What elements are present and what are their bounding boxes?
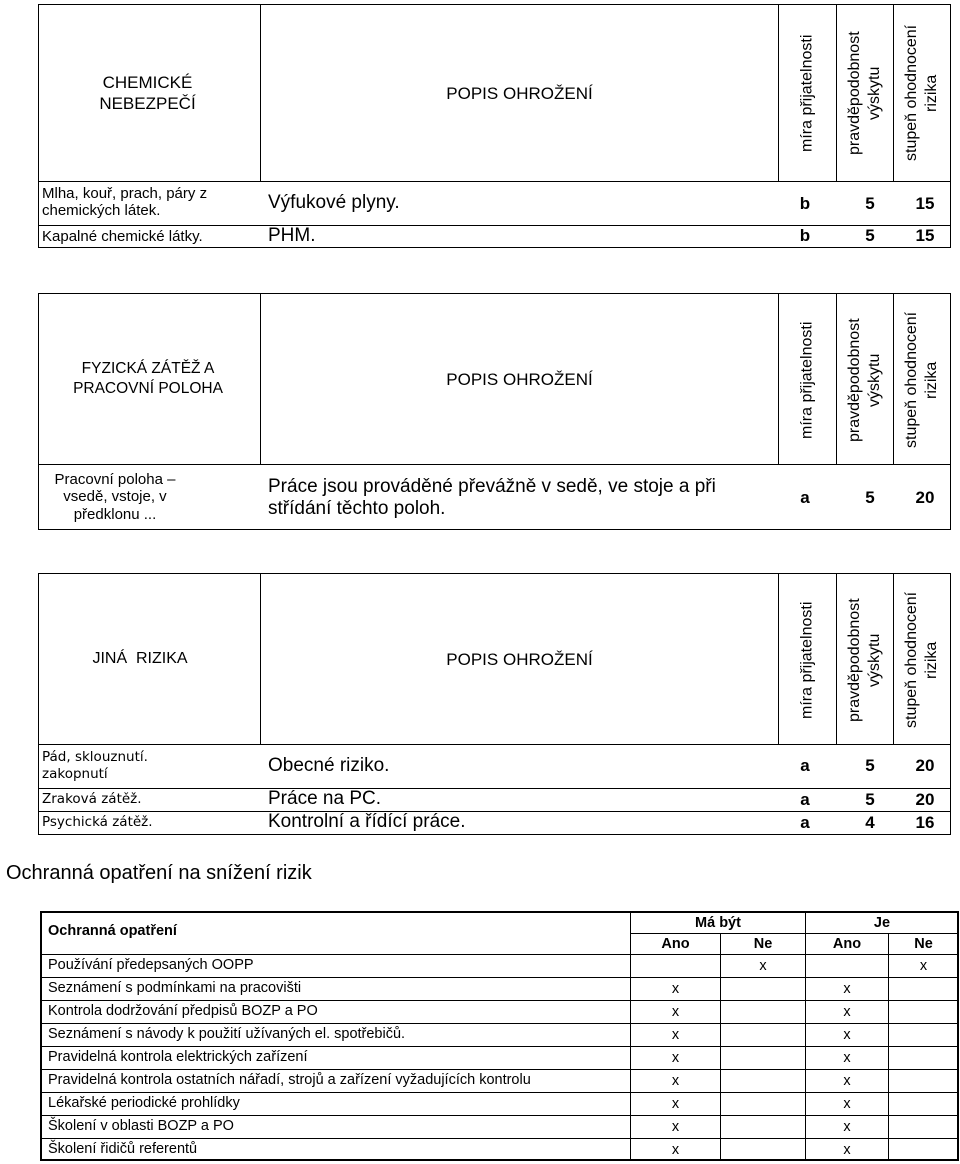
ma-ne-header: Ne bbox=[753, 936, 773, 952]
fyzicka-title: FYZICKÁ ZÁTĚŽ A PRACOVNÍ POLOHA bbox=[73, 360, 223, 397]
ochranna-heading: Ochranná opatření na snížení rizik bbox=[6, 862, 312, 884]
ochranna-cell-je-ano: x bbox=[843, 1027, 851, 1043]
ochranna-cell-je-ano: x bbox=[843, 1050, 851, 1066]
ochranna-cell-ma-ano: x bbox=[671, 1073, 680, 1089]
ochranna-cell-je-ne bbox=[889, 1024, 958, 1046]
ochranna-cell-ma-ano: x bbox=[671, 981, 680, 997]
ma-byt-header: Má být bbox=[695, 914, 741, 931]
row-stupen: 15 bbox=[915, 226, 935, 245]
ochranna-cell-ma-ne bbox=[721, 1070, 805, 1092]
row-mira: b bbox=[799, 194, 811, 213]
ochranna-cell-je-ne bbox=[889, 978, 958, 1000]
row-pravd: 5 bbox=[865, 488, 875, 507]
row-stupen: 20 bbox=[915, 790, 935, 809]
ochranna-cell-je-ano: x bbox=[843, 1004, 851, 1020]
ochranna-col-header: Ochranná opatření bbox=[48, 923, 177, 939]
ochranna-cell-je-ne bbox=[889, 1070, 958, 1092]
ochranna-cell-ma-ano: x bbox=[671, 1142, 680, 1158]
ochranna-cell-je-ano: x bbox=[843, 981, 851, 997]
ochranna-cell-je-ne bbox=[889, 1001, 958, 1023]
row-mira: a bbox=[800, 756, 810, 775]
ochranna-row-label: Kontrola dodržování předpisů BOZP a PO bbox=[48, 1003, 318, 1019]
row-label: Kapalné chemické látky. bbox=[42, 228, 203, 245]
ochranna-cell-je-ne bbox=[889, 1139, 958, 1161]
ma-ano-header: Ano bbox=[661, 936, 690, 952]
row-desc: Obecné riziko. bbox=[268, 755, 390, 776]
ochranna-cell-ma-ne: x bbox=[759, 958, 767, 974]
ochranna-cell-ma-ano: x bbox=[671, 1004, 680, 1020]
row-label: Psychická zátěž. bbox=[42, 814, 153, 830]
row-stupen: 16 bbox=[915, 813, 935, 832]
row-mira: a bbox=[800, 488, 810, 507]
jina-popis-header: POPIS OHROŽENÍ bbox=[446, 649, 593, 669]
row-label: Mlha, kouř, prach, páry z chemických látek. bbox=[42, 185, 208, 219]
row-stupen: 15 bbox=[915, 194, 935, 213]
row-desc: Práce jsou prováděné převážně v sedě, ve stoje a při střídání těchto poloh. bbox=[268, 476, 716, 519]
row-desc: PHM. bbox=[268, 225, 316, 246]
row-desc: Kontrolní a řídící práce. bbox=[268, 811, 466, 832]
ochranna-cell-ma-ne bbox=[721, 978, 805, 1000]
ochranna-cell-je-ne bbox=[889, 1093, 958, 1115]
row-label: Zraková zátěž. bbox=[42, 791, 142, 807]
row-pravd: 4 bbox=[865, 813, 875, 832]
je-ne-header: Ne bbox=[914, 936, 933, 952]
ochranna-cell-je-ne: x bbox=[919, 958, 928, 974]
ochranna-cell-ma-ano: x bbox=[671, 1119, 680, 1135]
ochranna-cell-ma-ano: x bbox=[671, 1050, 680, 1066]
ochranna-cell-je-ano: x bbox=[843, 1142, 851, 1158]
row-pravd: 5 bbox=[865, 194, 875, 213]
ochranna-cell-ma-ne bbox=[721, 1047, 805, 1069]
ochranna-cell-ma-ne bbox=[721, 1139, 805, 1161]
je-header: Je bbox=[873, 914, 891, 931]
ochranna-row-label: Pravidelná kontrola ostatních nářadí, strojů a zařízení vyžadujících kontrolu bbox=[48, 1072, 531, 1088]
fyzicka-mira-header: míra přijatelnosti bbox=[798, 321, 816, 439]
row-mira: a bbox=[800, 813, 810, 832]
ochranna-cell-ma-ne bbox=[721, 1116, 805, 1138]
row-pravd: 5 bbox=[865, 756, 875, 775]
row-stupen: 20 bbox=[915, 756, 935, 775]
chemicke-mira-header: míra přijatelnosti bbox=[798, 34, 816, 152]
ochranna-row-label: Pravidelná kontrola elektrických zařízení bbox=[48, 1049, 308, 1065]
ochranna-cell-je-ne bbox=[889, 1047, 958, 1069]
ochranna-row-label: Seznámení s návody k použití užívaných el. spotřebičů. bbox=[48, 1026, 406, 1042]
row-label: Pád, sklouznutí. zakopnutí bbox=[42, 749, 148, 782]
chemicke-pravd-header: pravděpodobnost výskytu bbox=[846, 31, 883, 155]
ochranna-row-label: Školení řidičů referentů bbox=[48, 1141, 198, 1157]
row-desc: Výfukové plyny. bbox=[268, 192, 400, 213]
ochranna-row-label: Lékařské periodické prohlídky bbox=[48, 1095, 240, 1111]
chemicke-stupen-header: stupeň ohodnocení rizika bbox=[903, 24, 940, 162]
row-pravd: 5 bbox=[865, 226, 875, 245]
row-stupen: 20 bbox=[915, 488, 935, 507]
fyzicka-popis-header: POPIS OHROŽENÍ bbox=[446, 369, 593, 389]
jina-title: JINÁ RIZIKA bbox=[92, 650, 188, 667]
fyzicka-stupen-header: stupeň ohodnocení rizika bbox=[903, 311, 940, 449]
ochranna-cell-je-ano: x bbox=[843, 1073, 851, 1089]
row-desc: Práce na PC. bbox=[268, 788, 381, 809]
ochranna-cell-je-ne bbox=[889, 1116, 958, 1138]
row-pravd: 5 bbox=[865, 790, 875, 809]
row-mira: b bbox=[799, 226, 811, 245]
jina-mira-header: míra přijatelnosti bbox=[798, 601, 816, 719]
ochranna-cell-je-ano: x bbox=[843, 1096, 851, 1112]
ochranna-cell-ma-ne bbox=[721, 1001, 805, 1023]
jina-stupen-header: stupeň ohodnocení rizika bbox=[903, 591, 940, 729]
fyzicka-pravd-header: pravděpodobnost výskytu bbox=[846, 318, 883, 442]
ochranna-cell-je-ano bbox=[806, 955, 888, 977]
ochranna-row-label: Používání předepsaných OOPP bbox=[48, 957, 254, 973]
ochranna-cell-je-ano: x bbox=[843, 1119, 851, 1135]
chemicke-title: CHEMICKÉ NEBEZPEČÍ bbox=[99, 73, 196, 113]
chemicke-popis-header: POPIS OHROŽENÍ bbox=[446, 83, 593, 103]
ochranna-cell-ma-ano: x bbox=[671, 1096, 680, 1112]
row-label: Pracovní poloha – vsedě, vstoje, v předklonu ... bbox=[54, 470, 176, 523]
row-mira: a bbox=[800, 790, 810, 809]
ochranna-row-label: Seznámení s podmínkami na pracovišti bbox=[48, 980, 302, 996]
ochranna-cell-ma-ano: x bbox=[671, 1027, 680, 1043]
ochranna-cell-ma-ne bbox=[721, 1024, 805, 1046]
ochranna-row-label: Školení v oblasti BOZP a PO bbox=[48, 1118, 234, 1134]
ochranna-cell-ma-ano bbox=[631, 955, 720, 977]
jina-pravd-header: pravděpodobnost výskytu bbox=[846, 598, 883, 722]
ochranna-cell-ma-ne bbox=[721, 1093, 805, 1115]
je-ano-header: Ano bbox=[832, 936, 862, 952]
